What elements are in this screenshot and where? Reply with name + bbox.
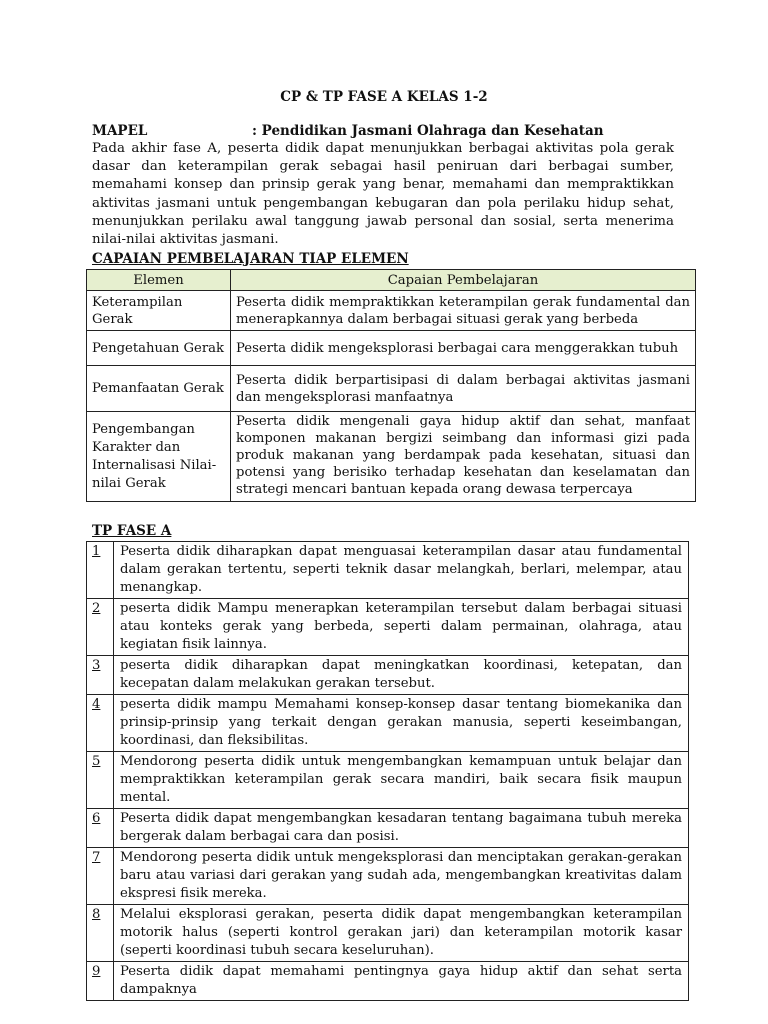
tp-text-cell: Peserta didik dapat mengembangkan kesadaran tentang bagaimana tubuh mereka bergerak dalam berbagai cara dan posisi. (114, 809, 689, 848)
tp-text-cell: peserta didik diharapkan dapat meningkatkan koordinasi, ketepatan, dan kecepatan dalam melakukan gerakan tersebut. (114, 656, 689, 695)
cp-elemen-cell: Pengembangan Karakter dan Internalisasi Nilai-nilai Gerak (87, 412, 231, 502)
mapel-value: : Pendidikan Jasmani Olahraga dan Kesehatan (252, 123, 604, 139)
tp-text-cell: Peserta didik diharapkan dapat menguasai keterampilan dasar atau fundamental dalam gerakan tertentu, seperti teknik dasar melangkah, berlari, melempar, atau menangkap. (114, 542, 689, 599)
cp-elemen-cell: Pengetahuan Gerak (87, 331, 231, 366)
tp-text-cell: Mendorong peserta didik untuk mengembangkan kemampuan untuk belajar dan mempraktikkan keterampilan gerak secara mandiri, baik secara fisik maupun mental. (114, 752, 689, 809)
cp-capaian-cell: Peserta didik mengeksplorasi berbagai cara menggerakkan tubuh (231, 331, 696, 366)
cp-elemen-cell: Keterampilan Gerak (87, 291, 231, 331)
table-row (87, 752, 689, 809)
tp-number-cell: 3 (87, 656, 114, 695)
table-row (87, 291, 696, 331)
tp-text-cell: Melalui eksplorasi gerakan, peserta didik dapat mengembangkan keterampilan motorik halus (seperti kontrol gerakan jari) dan keterampilan motorik kasar (seperti koordinasi tubuh secara keseluruhan). (114, 905, 689, 962)
table-row (87, 695, 689, 752)
tp-table (86, 541, 689, 1001)
tp-text-cell: peserta didik Mampu menerapkan keterampilan tersebut dalam berbagai situasi atau konteks gerak yang berbeda, seperti dalam permainan, olahraga, atau kegiatan fisik lainnya. (114, 599, 689, 656)
cp-header-elemen: Elemen (87, 270, 231, 291)
tp-number-cell: 8 (87, 905, 114, 962)
table-row (87, 542, 689, 599)
intro-paragraph: Pada akhir fase A, peserta didik dapat menunjukkan berbagai aktivitas pola gerak dasar dan keterampilan gerak sebagai hasil peniruan dari berbagai sumber, memahami konsep dan prinsip gerak yang benar, memahami dan mempraktikkan aktivitas jasmani untuk pengembangan kebugaran dan pola perilaku hidup sehat, menunjukkan perilaku awal tanggung jawab personal dan sosial, serta menerima nilai-nilai aktivitas jasmani. (92, 141, 674, 248)
tp-number-cell: 2 (87, 599, 114, 656)
table-row (87, 331, 696, 366)
tp-text-cell: Peserta didik dapat memahami pentingnya gaya hidup aktif dan sehat serta dampaknya (114, 962, 689, 1001)
table-row (87, 656, 689, 695)
table-row (87, 962, 689, 1001)
table-row (87, 366, 696, 412)
table-row (87, 599, 689, 656)
tp-number-cell: 9 (87, 962, 114, 1001)
cp-table-header-row (87, 270, 696, 291)
document-title: CP & TP FASE A KELAS 1-2 (280, 89, 488, 105)
mapel-row (92, 123, 692, 139)
tp-number-cell: 7 (87, 848, 114, 905)
tp-number-cell: 5 (87, 752, 114, 809)
cp-section-heading: CAPAIAN PEMBELAJARAN TIAP ELEMEN (92, 251, 409, 267)
tp-number-cell: 1 (87, 542, 114, 599)
cp-table (86, 269, 696, 502)
table-row (87, 905, 689, 962)
tp-section-heading: TP FASE A (92, 523, 172, 539)
tp-number-cell: 4 (87, 695, 114, 752)
table-row (87, 412, 696, 502)
tp-text-cell: peserta didik mampu Memahami konsep-konsep dasar tentang biomekanika dan prinsip-prinsip yang terkait dengan gerakan manusia, seperti keseimbangan, koordinasi, dan fleksibilitas. (114, 695, 689, 752)
cp-capaian-cell: Peserta didik mengenali gaya hidup aktif dan sehat, manfaat komponen makanan bergizi seimbang dan informasi gizi pada produk makanan yang berdampak pada kesehatan, situasi dan potensi yang berisiko terhadap kesehatan dan keselamatan dan strategi mencari bantuan kepada orang dewasa terpercaya (231, 412, 696, 502)
mapel-label: MAPEL (92, 123, 148, 139)
cp-capaian-cell: Peserta didik berpartisipasi di dalam berbagai aktivitas jasmani dan mengeksplorasi manfaatnya (231, 366, 696, 412)
table-row (87, 809, 689, 848)
tp-text-cell: Mendorong peserta didik untuk mengeksplorasi dan menciptakan gerakan-gerakan baru atau variasi dari gerakan yang sudah ada, mengembangkan kreativitas dalam ekspresi fisik mereka. (114, 848, 689, 905)
cp-elemen-cell: Pemanfaatan Gerak (87, 366, 231, 412)
table-row (87, 848, 689, 905)
tp-number-cell: 6 (87, 809, 114, 848)
cp-header-capaian: Capaian Pembelajaran (231, 270, 696, 291)
cp-capaian-cell: Peserta didik mempraktikkan keterampilan gerak fundamental dan menerapkannya dalam berbagai situasi gerak yang berbeda (231, 291, 696, 331)
